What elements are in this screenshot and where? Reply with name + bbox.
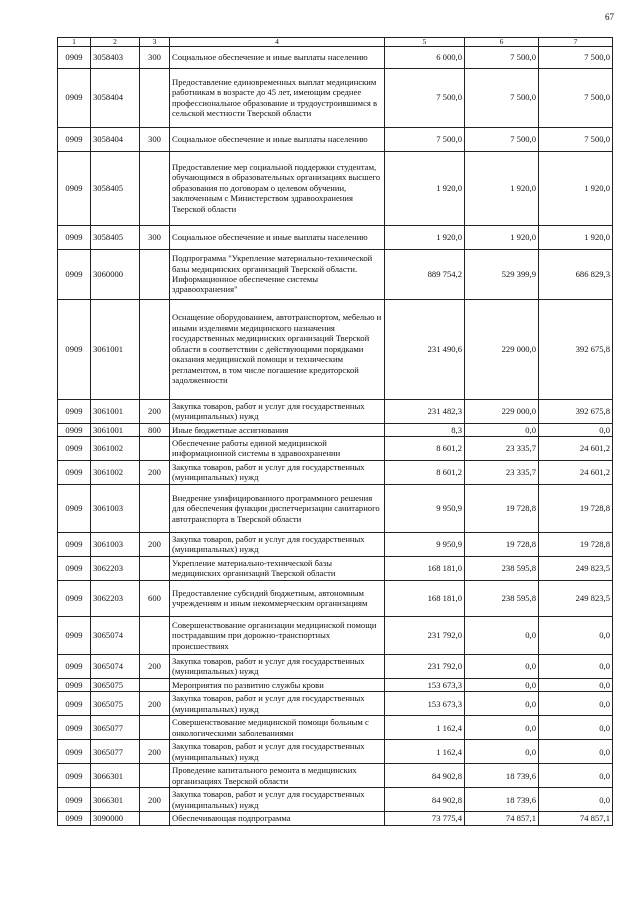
target-article-cell: 3061001 <box>91 423 140 436</box>
amount-year2-cell: 238 595,8 <box>465 580 539 616</box>
amount-year1-cell: 9 950,9 <box>385 532 465 556</box>
amount-year2-cell: 19 728,8 <box>465 484 539 532</box>
amount-year3-cell: 686 829,3 <box>539 249 613 299</box>
section-code-cell: 0909 <box>58 436 91 460</box>
table-row <box>58 46 613 68</box>
column-header: 5 <box>385 38 465 47</box>
amount-year2-cell: 0,0 <box>465 654 539 678</box>
description-cell: Предоставление мер социальной поддержки студентам, обучающимся в образовательных организациях высшего образования по договорам о целевом обучении, заключенным с Министерством здравоохранения Тверской области <box>170 151 385 225</box>
amount-year1-cell: 1 920,0 <box>385 225 465 249</box>
description-cell: Закупка товаров, работ и услуг для государственных (муниципальных) нужд <box>170 532 385 556</box>
target-article-cell: 3066301 <box>91 788 140 812</box>
description-cell: Закупка товаров, работ и услуг для государственных (муниципальных) нужд <box>170 740 385 764</box>
amount-year3-cell: 0,0 <box>539 788 613 812</box>
amount-year1-cell: 8 601,2 <box>385 436 465 460</box>
table-row <box>58 764 613 788</box>
amount-year3-cell: 24 601,2 <box>539 436 613 460</box>
table-row <box>58 616 613 654</box>
amount-year2-cell: 18 739,6 <box>465 788 539 812</box>
section-code-cell: 0909 <box>58 423 91 436</box>
description-cell: Закупка товаров, работ и услуг для государственных (муниципальных) нужд <box>170 460 385 484</box>
section-code-cell: 0909 <box>58 532 91 556</box>
table-row <box>58 788 613 812</box>
description-cell: Закупка товаров, работ и услуг для государственных (муниципальных) нужд <box>170 788 385 812</box>
column-header: 4 <box>170 38 385 47</box>
section-code-cell: 0909 <box>58 654 91 678</box>
column-header: 3 <box>140 38 170 47</box>
amount-year2-cell: 229 000,0 <box>465 399 539 423</box>
amount-year3-cell: 0,0 <box>539 692 613 716</box>
expense-type-cell <box>140 249 170 299</box>
amount-year3-cell: 7 500,0 <box>539 46 613 68</box>
table-row <box>58 484 613 532</box>
expense-type-cell: 200 <box>140 532 170 556</box>
description-cell: Мероприятия по развитию службы крови <box>170 678 385 691</box>
description-cell: Совершенствование медицинской помощи больным с онкологическими заболеваниями <box>170 716 385 740</box>
amount-year1-cell: 153 673,3 <box>385 678 465 691</box>
amount-year1-cell: 73 775,4 <box>385 812 465 825</box>
amount-year3-cell: 249 823,5 <box>539 580 613 616</box>
section-code-cell: 0909 <box>58 151 91 225</box>
column-header: 7 <box>539 38 613 47</box>
description-cell: Совершенствование организации медицинской помощи пострадавшим при дорожно-транспортных происшествиях <box>170 616 385 654</box>
amount-year2-cell: 0,0 <box>465 678 539 691</box>
section-code-cell: 0909 <box>58 484 91 532</box>
amount-year1-cell: 889 754,2 <box>385 249 465 299</box>
amount-year3-cell: 0,0 <box>539 740 613 764</box>
amount-year1-cell: 231 792,0 <box>385 654 465 678</box>
table-body <box>58 38 613 826</box>
table-row <box>58 654 613 678</box>
amount-year3-cell: 0,0 <box>539 654 613 678</box>
amount-year3-cell: 1 920,0 <box>539 151 613 225</box>
description-cell: Укрепление материально-технической базы медицинских организаций Тверской области <box>170 556 385 580</box>
section-code-cell: 0909 <box>58 556 91 580</box>
target-article-cell: 3061003 <box>91 532 140 556</box>
amount-year3-cell: 249 823,5 <box>539 556 613 580</box>
target-article-cell: 3061001 <box>91 299 140 399</box>
amount-year3-cell: 1 920,0 <box>539 225 613 249</box>
section-code-cell: 0909 <box>58 740 91 764</box>
description-cell: Оснащение оборудованием, автотранспортом, мебелью и иными изделиями медицинского назначения государственных медицинских организаций Тверской области в соответствии с действующими порядками оказания медицинской помощи и техническим регламентом, в том числе погашение кредиторской задолженности <box>170 299 385 399</box>
amount-year1-cell: 231 792,0 <box>385 616 465 654</box>
section-code-cell: 0909 <box>58 225 91 249</box>
column-header: 6 <box>465 38 539 47</box>
expense-type-cell: 300 <box>140 127 170 151</box>
target-article-cell: 3061003 <box>91 484 140 532</box>
description-cell: Предоставление субсидий бюджетным, автономным учреждениям и иным некоммерческим организациям <box>170 580 385 616</box>
amount-year1-cell: 1 162,4 <box>385 716 465 740</box>
amount-year2-cell: 0,0 <box>465 423 539 436</box>
amount-year3-cell: 7 500,0 <box>539 68 613 127</box>
description-cell: Обеспечение работы единой медицинской информационной системы в здравоохранении <box>170 436 385 460</box>
expense-type-cell: 300 <box>140 225 170 249</box>
expense-type-cell <box>140 716 170 740</box>
table-row <box>58 151 613 225</box>
amount-year1-cell: 1 920,0 <box>385 151 465 225</box>
table-row <box>58 127 613 151</box>
amount-year1-cell: 84 902,8 <box>385 788 465 812</box>
target-article-cell: 3061002 <box>91 460 140 484</box>
column-header-row <box>58 38 613 47</box>
table-row <box>58 299 613 399</box>
target-article-cell: 3062203 <box>91 580 140 616</box>
amount-year3-cell: 24 601,2 <box>539 460 613 484</box>
target-article-cell: 3060000 <box>91 249 140 299</box>
amount-year2-cell: 0,0 <box>465 740 539 764</box>
description-cell: Социальное обеспечение и иные выплаты населению <box>170 127 385 151</box>
amount-year2-cell: 7 500,0 <box>465 68 539 127</box>
amount-year1-cell: 8 601,2 <box>385 460 465 484</box>
amount-year1-cell: 168 181,0 <box>385 580 465 616</box>
amount-year3-cell: 0,0 <box>539 616 613 654</box>
target-article-cell: 3058405 <box>91 225 140 249</box>
amount-year2-cell: 229 000,0 <box>465 299 539 399</box>
target-article-cell: 3065074 <box>91 616 140 654</box>
target-article-cell: 3065077 <box>91 740 140 764</box>
table-row <box>58 580 613 616</box>
target-article-cell: 3066301 <box>91 764 140 788</box>
expense-type-cell: 200 <box>140 654 170 678</box>
amount-year1-cell: 9 950,9 <box>385 484 465 532</box>
section-code-cell: 0909 <box>58 580 91 616</box>
amount-year2-cell: 0,0 <box>465 616 539 654</box>
target-article-cell: 3062203 <box>91 556 140 580</box>
table-row <box>58 692 613 716</box>
description-cell: Иные бюджетные ассигнования <box>170 423 385 436</box>
expense-type-cell <box>140 812 170 825</box>
section-code-cell: 0909 <box>58 812 91 825</box>
section-code-cell: 0909 <box>58 460 91 484</box>
description-cell: Социальное обеспечение и иные выплаты населению <box>170 225 385 249</box>
expense-type-cell: 200 <box>140 460 170 484</box>
amount-year2-cell: 23 335,7 <box>465 436 539 460</box>
amount-year3-cell: 392 675,8 <box>539 299 613 399</box>
target-article-cell: 3058404 <box>91 68 140 127</box>
table-row <box>58 436 613 460</box>
target-article-cell: 3061002 <box>91 436 140 460</box>
amount-year1-cell: 7 500,0 <box>385 127 465 151</box>
target-article-cell: 3065074 <box>91 654 140 678</box>
expense-type-cell: 600 <box>140 580 170 616</box>
description-cell: Обеспечивающая подпрограмма <box>170 812 385 825</box>
amount-year2-cell: 7 500,0 <box>465 46 539 68</box>
target-article-cell: 3058403 <box>91 46 140 68</box>
section-code-cell: 0909 <box>58 678 91 691</box>
section-code-cell: 0909 <box>58 716 91 740</box>
section-code-cell: 0909 <box>58 46 91 68</box>
amount-year1-cell: 153 673,3 <box>385 692 465 716</box>
expense-type-cell <box>140 436 170 460</box>
expense-type-cell: 300 <box>140 46 170 68</box>
expense-type-cell <box>140 151 170 225</box>
column-header: 2 <box>91 38 140 47</box>
amount-year1-cell: 231 490,6 <box>385 299 465 399</box>
amount-year2-cell: 7 500,0 <box>465 127 539 151</box>
section-code-cell: 0909 <box>58 299 91 399</box>
amount-year1-cell: 6 000,0 <box>385 46 465 68</box>
page-number: 67 <box>605 12 614 22</box>
amount-year2-cell: 0,0 <box>465 692 539 716</box>
amount-year1-cell: 168 181,0 <box>385 556 465 580</box>
amount-year2-cell: 18 739,6 <box>465 764 539 788</box>
amount-year1-cell: 84 902,8 <box>385 764 465 788</box>
table-row <box>58 460 613 484</box>
amount-year2-cell: 0,0 <box>465 716 539 740</box>
expense-type-cell <box>140 484 170 532</box>
table-row <box>58 399 613 423</box>
amount-year3-cell: 7 500,0 <box>539 127 613 151</box>
section-code-cell: 0909 <box>58 68 91 127</box>
section-code-cell: 0909 <box>58 764 91 788</box>
expense-type-cell: 200 <box>140 788 170 812</box>
amount-year2-cell: 23 335,7 <box>465 460 539 484</box>
description-cell: Социальное обеспечение и иные выплаты населению <box>170 46 385 68</box>
description-cell: Закупка товаров, работ и услуг для государственных (муниципальных) нужд <box>170 399 385 423</box>
target-article-cell: 3058405 <box>91 151 140 225</box>
section-code-cell: 0909 <box>58 616 91 654</box>
amount-year3-cell: 0,0 <box>539 764 613 788</box>
column-header: 1 <box>58 38 91 47</box>
expense-type-cell: 200 <box>140 740 170 764</box>
expense-type-cell: 200 <box>140 399 170 423</box>
section-code-cell: 0909 <box>58 127 91 151</box>
expense-type-cell <box>140 764 170 788</box>
table-row <box>58 716 613 740</box>
table-row <box>58 678 613 691</box>
amount-year3-cell: 19 728,8 <box>539 532 613 556</box>
table-row <box>58 249 613 299</box>
expense-type-cell <box>140 68 170 127</box>
expense-type-cell <box>140 299 170 399</box>
table-row <box>58 532 613 556</box>
expense-type-cell: 200 <box>140 692 170 716</box>
amount-year1-cell: 231 482,3 <box>385 399 465 423</box>
description-cell: Подпрограмма "Укрепление материально-технической базы медицинских организаций Тверской области. Информационное обеспечение системы здравоохранения" <box>170 249 385 299</box>
expense-type-cell: 800 <box>140 423 170 436</box>
amount-year1-cell: 8,3 <box>385 423 465 436</box>
expense-type-cell <box>140 556 170 580</box>
expense-type-cell <box>140 678 170 691</box>
amount-year1-cell: 1 162,4 <box>385 740 465 764</box>
amount-year2-cell: 238 595,8 <box>465 556 539 580</box>
amount-year2-cell: 19 728,8 <box>465 532 539 556</box>
amount-year2-cell: 1 920,0 <box>465 151 539 225</box>
amount-year3-cell: 392 675,8 <box>539 399 613 423</box>
amount-year2-cell: 74 857,1 <box>465 812 539 825</box>
amount-year2-cell: 1 920,0 <box>465 225 539 249</box>
amount-year3-cell: 0,0 <box>539 716 613 740</box>
table-row <box>58 225 613 249</box>
expense-type-cell <box>140 616 170 654</box>
target-article-cell: 3065075 <box>91 678 140 691</box>
table-row <box>58 68 613 127</box>
amount-year3-cell: 74 857,1 <box>539 812 613 825</box>
description-cell: Проведение капитального ремонта в медицинских организациях Тверской области <box>170 764 385 788</box>
table-row <box>58 812 613 825</box>
table-row <box>58 423 613 436</box>
section-code-cell: 0909 <box>58 399 91 423</box>
description-cell: Внедрение унифицированного программного решения для обеспечения функции диспетчеризации санитарного автотранспорта в Тверской области <box>170 484 385 532</box>
amount-year2-cell: 529 399,9 <box>465 249 539 299</box>
description-cell: Закупка товаров, работ и услуг для государственных (муниципальных) нужд <box>170 692 385 716</box>
target-article-cell: 3090000 <box>91 812 140 825</box>
section-code-cell: 0909 <box>58 692 91 716</box>
amount-year3-cell: 0,0 <box>539 678 613 691</box>
amount-year1-cell: 7 500,0 <box>385 68 465 127</box>
description-cell: Предоставление единовременных выплат медицинским работникам в возрасте до 45 лет, имеющим среднее профессиональное образование и трудоустроившимся в сельской местности Тверской области <box>170 68 385 127</box>
amount-year3-cell: 19 728,8 <box>539 484 613 532</box>
section-code-cell: 0909 <box>58 249 91 299</box>
description-cell: Закупка товаров, работ и услуг для государственных (муниципальных) нужд <box>170 654 385 678</box>
target-article-cell: 3061001 <box>91 399 140 423</box>
budget-table <box>57 37 613 826</box>
target-article-cell: 3058404 <box>91 127 140 151</box>
target-article-cell: 3065077 <box>91 716 140 740</box>
table-row <box>58 556 613 580</box>
target-article-cell: 3065075 <box>91 692 140 716</box>
amount-year3-cell: 0,0 <box>539 423 613 436</box>
table-row <box>58 740 613 764</box>
section-code-cell: 0909 <box>58 788 91 812</box>
